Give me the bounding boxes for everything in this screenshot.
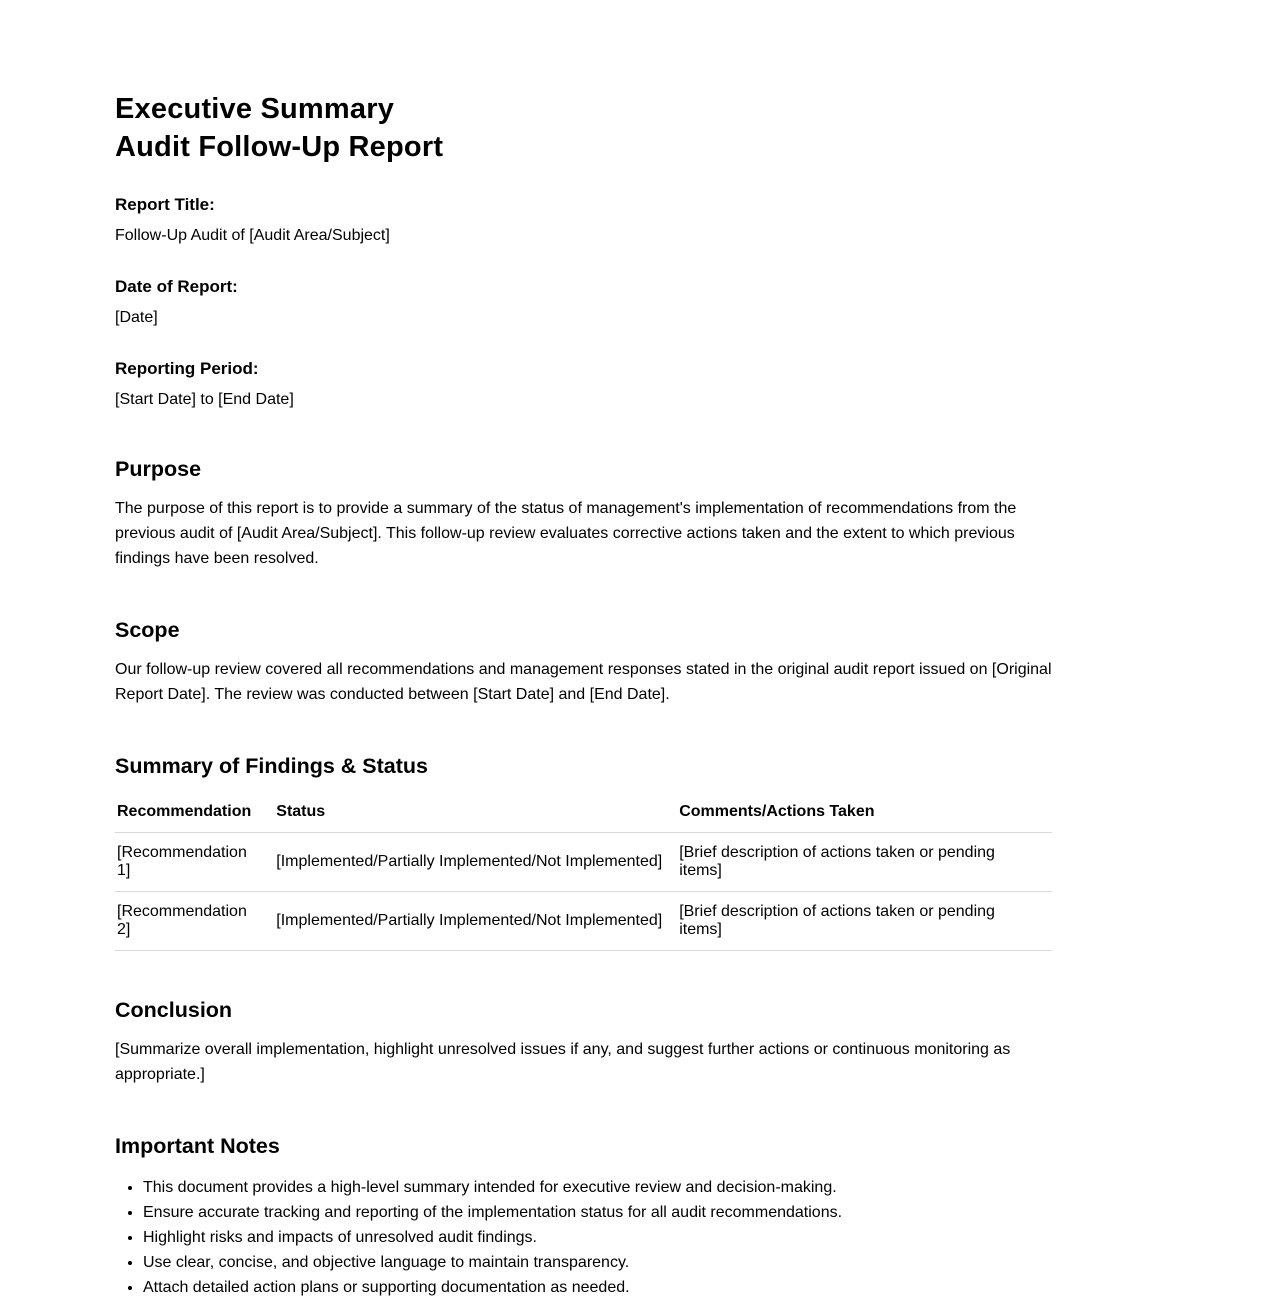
list-item: • Use clear, concise, and objective language to maintain transparency. xyxy=(143,1250,1052,1275)
conclusion-paragraph: [Summarize overall implementation, highlight unresolved issues if any, and suggest further actions or continuous monitoring as appropriate.] xyxy=(115,1041,1011,1083)
date-of-report-value: [Date] xyxy=(115,309,158,326)
meta-field-reporting-period xyxy=(115,358,1052,410)
column-header-status: Status xyxy=(274,797,677,833)
table-row xyxy=(115,892,1052,951)
page-title-line-1: Executive Summary xyxy=(115,93,395,125)
purpose-paragraph: The purpose of this report is to provide a summary of the status of management's implementation of recommendations from the previous audit of [Audit Area/Subject]. This follow-up review evaluates corrective actions taken and the extent to which previous findings have been resolved. xyxy=(115,500,1017,567)
cell-status-1: [Implemented/Partially Implemented/Not Implemented] xyxy=(274,833,677,892)
date-of-report-label: Date of Report: xyxy=(115,277,238,296)
page-title-line-2: Audit Follow-Up Report xyxy=(115,131,444,163)
scope-paragraph: Our follow-up review covered all recommendations and management responses stated in the original audit report issued on [Original Report Date]. The review was conducted between [Start Date] and [End Date]. xyxy=(115,661,1052,703)
cell-status-2: [Implemented/Partially Implemented/Not Implemented] xyxy=(274,892,677,951)
report-title-value: Follow-Up Audit of [Audit Area/Subject] xyxy=(115,227,390,244)
purpose-heading: Purpose xyxy=(115,457,202,481)
list-item: • Ensure accurate tracking and reporting of the implementation status for all audit recommendations. xyxy=(143,1200,1052,1225)
scope-heading: Scope xyxy=(115,618,180,642)
list-item: • Highlight risks and impacts of unresolved audit findings. xyxy=(143,1225,1052,1250)
findings-table-header-row xyxy=(115,797,1052,833)
meta-field-date-of-report xyxy=(115,276,1052,328)
cell-recommendation-1: [Recommendation 1] xyxy=(115,833,274,892)
list-item: • Attach detailed action plans or supporting documentation as needed. xyxy=(143,1275,1052,1300)
report-title-label: Report Title: xyxy=(115,195,215,214)
list-item: • This document provides a high-level summary intended for executive review and decision-making. xyxy=(143,1175,1052,1200)
findings-heading: Summary of Findings & Status xyxy=(115,754,428,778)
cell-recommendation-2: [Recommendation 2] xyxy=(115,892,274,951)
reporting-period-value: [Start Date] to [End Date] xyxy=(115,391,294,408)
column-header-comments: Comments/Actions Taken xyxy=(677,797,1052,833)
page-title xyxy=(115,90,1052,166)
reporting-period-label: Reporting Period: xyxy=(115,359,259,378)
important-notes-list xyxy=(115,1175,1052,1300)
cell-comments-2: [Brief description of actions taken or pending items] xyxy=(677,892,1052,951)
cell-comments-1: [Brief description of actions taken or pending items] xyxy=(677,833,1052,892)
meta-field-report-title xyxy=(115,194,1052,246)
conclusion-heading: Conclusion xyxy=(115,998,233,1022)
column-header-recommendation: Recommendation xyxy=(115,797,274,833)
table-row xyxy=(115,833,1052,892)
important-notes-heading: Important Notes xyxy=(115,1134,280,1158)
findings-table xyxy=(115,797,1052,951)
